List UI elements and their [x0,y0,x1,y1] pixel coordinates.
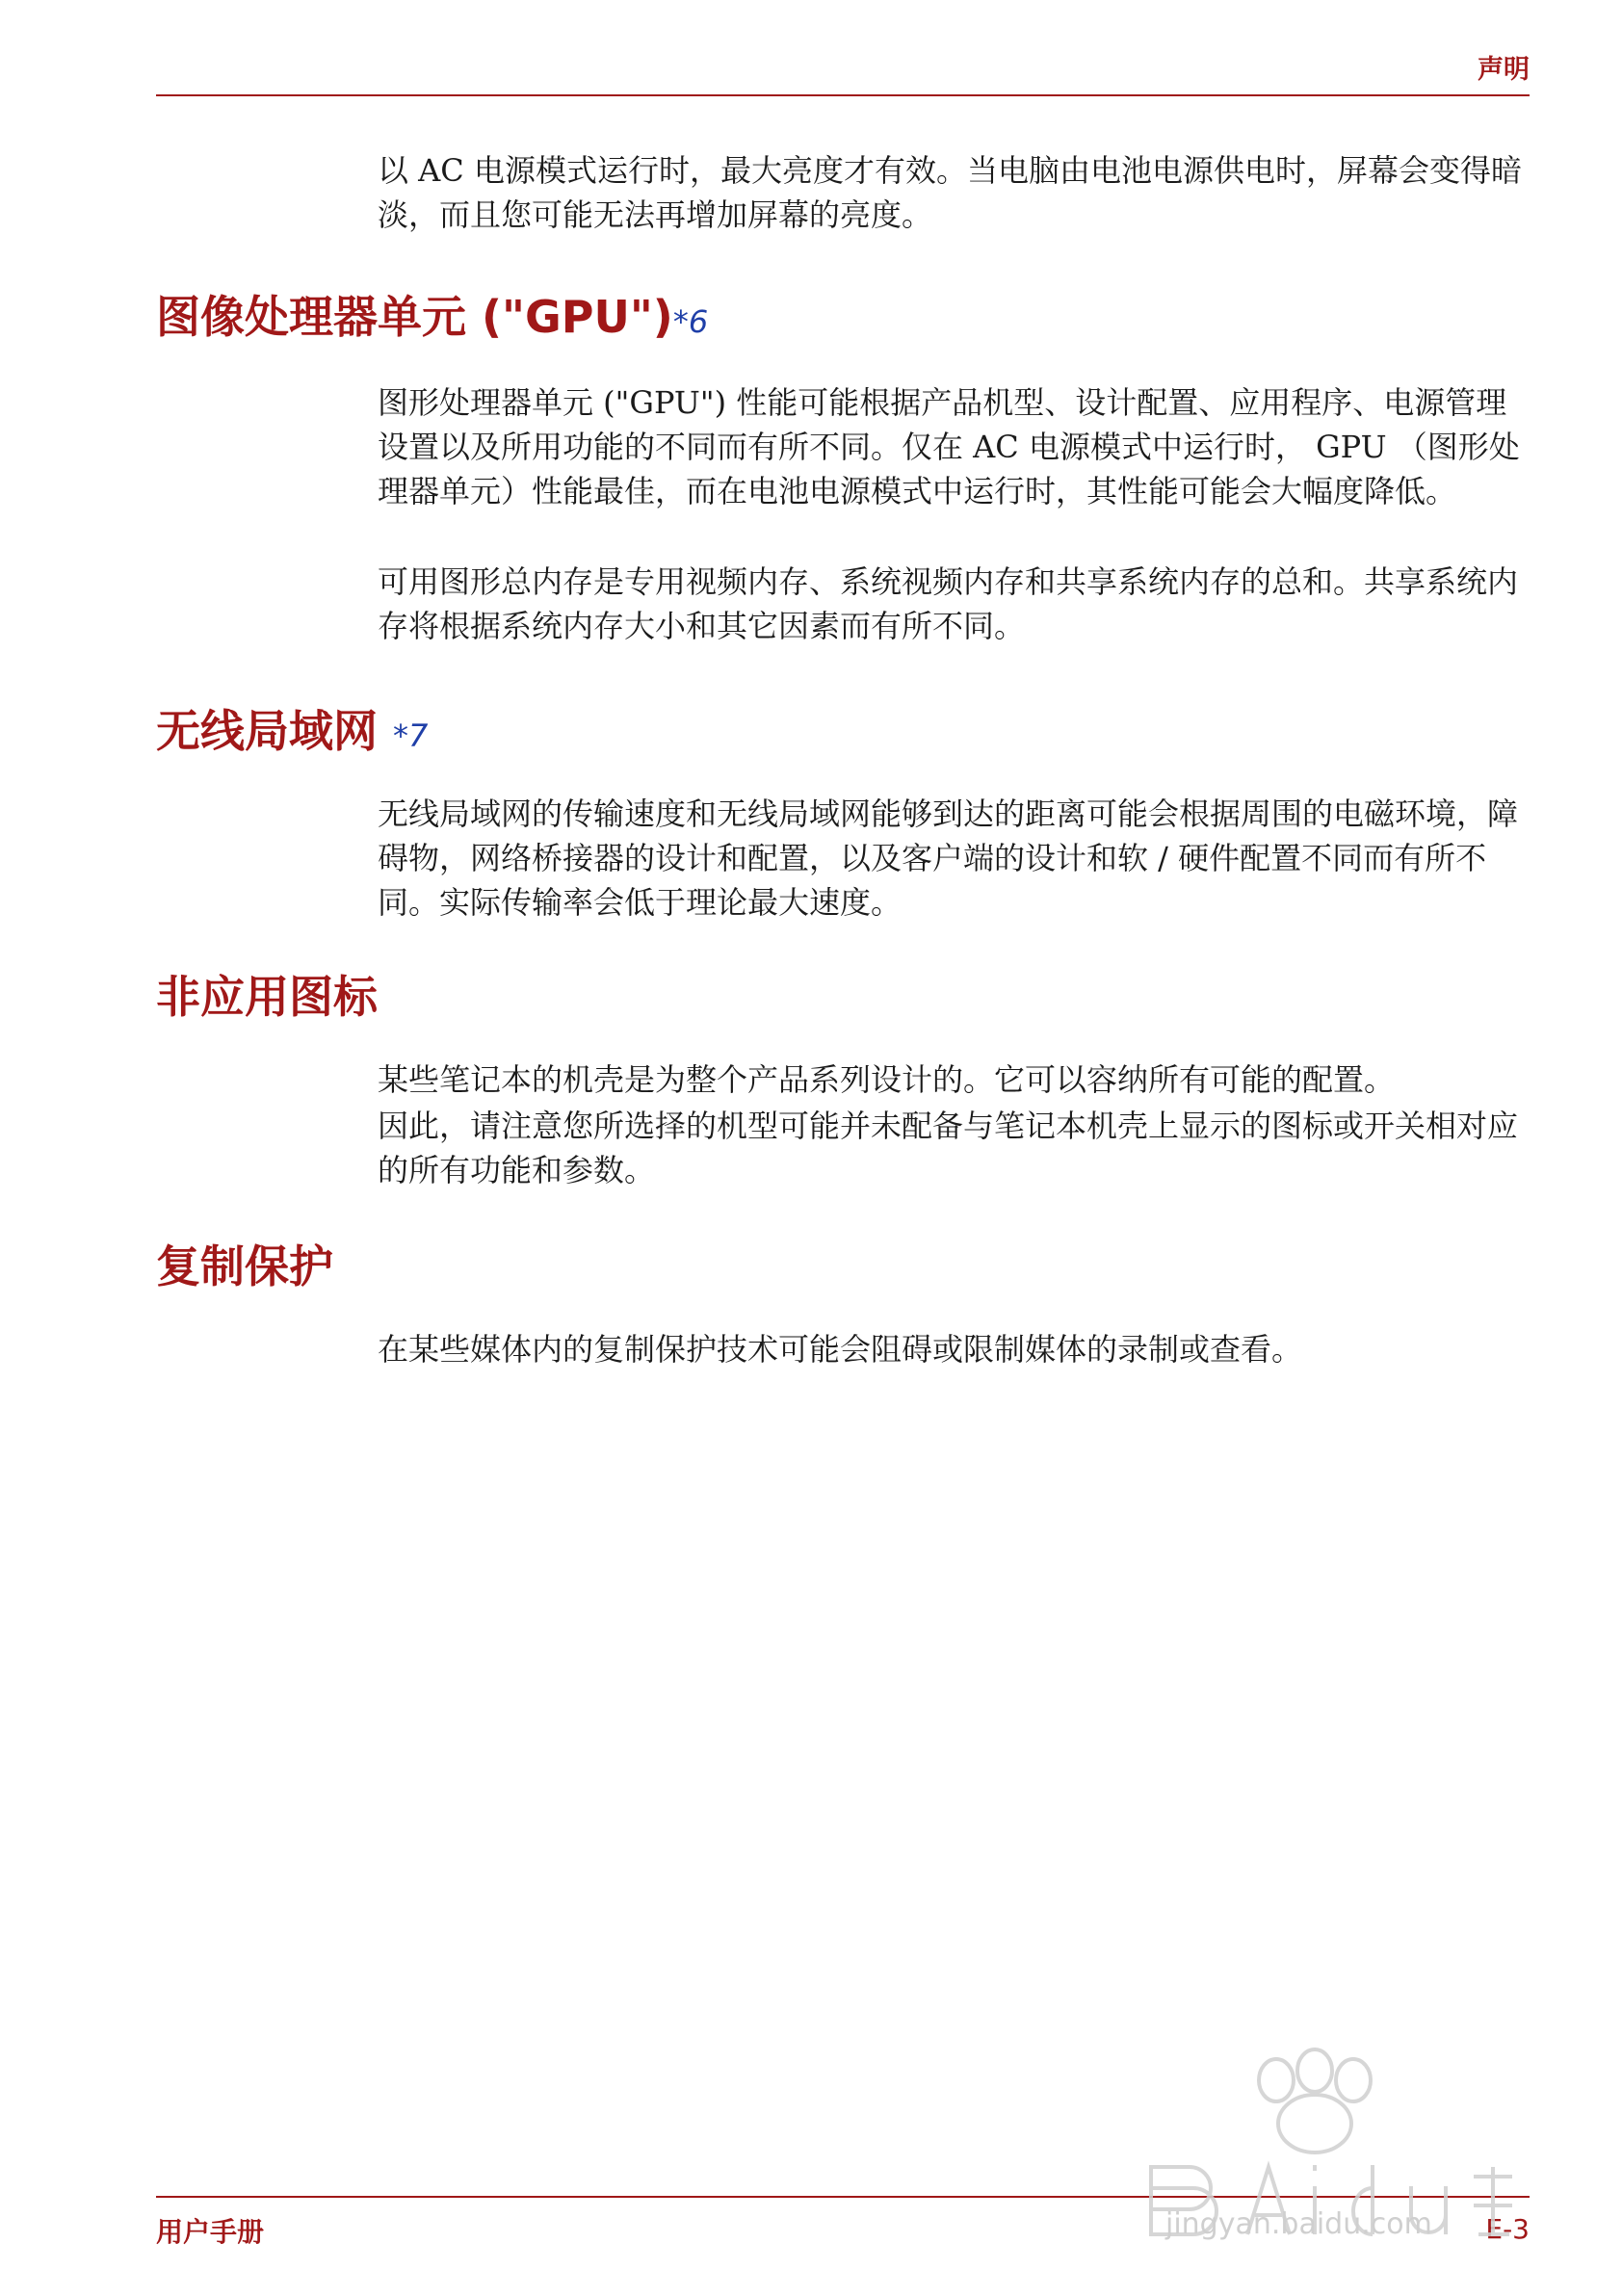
footnote-mark-7[interactable]: *7 [393,718,429,754]
footer-manual-title: 用户手册 [156,2216,265,2248]
header-rule [156,94,1530,96]
gpu-paragraph-2: 可用图形总内存是专用视频内存、系统视频内存和共享系统内存的总和。共享系统内存将根据系统内存大小和其它因素而有所不同。 [378,563,1519,644]
icons-paragraph-1: 某些笔记本的机壳是为整个产品系列设计的。它可以容纳所有可能的配置。 [378,1061,1396,1098]
section-heading-gpu-text: 图像处理器单元 ("GPU") [156,291,673,343]
watermark-text: jingyan.baidu.com [1165,2207,1432,2241]
section-heading-copy-protection: 复制保护 [156,1240,333,1292]
page-header-title: 声明 [1478,55,1530,85]
gpu-paragraph-1: 图形处理器单元 ("GPU") 性能可能根据产品机型、设计配置、应用程序、电源管理设置以及所用功能的不同而有所不同。仅在 AC 电源模式中运行时， GPU （图形处理器单元）性能最佳，而在电池电源模式中运行时，其性能可能会大幅度降低。 [378,384,1520,509]
section-heading-wlan-text: 无线局域网 [156,705,378,757]
footnote-mark-6[interactable]: *6 [672,303,709,340]
icons-paragraph-2: 因此，请注意您所选择的机型可能并未配备与笔记本机壳上显示的图标或开关相对应的所有功能和参数。 [378,1108,1519,1188]
copy-protection-paragraph: 在某些媒体内的复制保护技术可能会阻碍或限制媒体的录制或查看。 [378,1331,1303,1368]
section-heading-wlan [156,705,429,757]
footer-page-number: E-3 [1485,2213,1530,2245]
section-heading-icons: 非应用图标 [156,971,378,1023]
wlan-paragraph: 无线局域网的传输速度和无线局域网能够到达的距离可能会根据周围的电磁环境，障碍物，网络桥接器的设计和配置，以及客户端的设计和软 / 硬件配置不同而有所不同。实际传输率会低于理论最大速度。 [378,796,1519,921]
intro-paragraph: 以 AC 电源模式运行时，最大亮度才有效。当电脑由电池电源供电时，屏幕会变得暗淡，而且您可能无法再增加屏幕的亮度。 [378,152,1522,233]
section-heading-gpu [156,291,709,343]
